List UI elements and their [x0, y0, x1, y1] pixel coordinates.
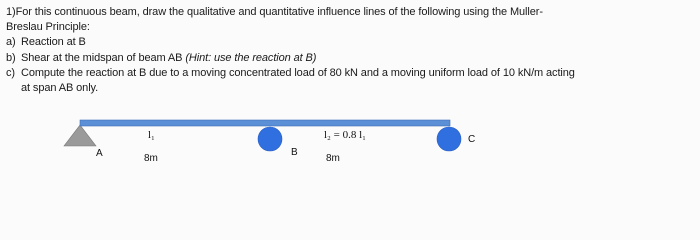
span1-dimension: 8m — [144, 153, 158, 164]
question-a — [6, 35, 696, 50]
beam-diagram — [0, 112, 700, 196]
question-c-text-continued: at span AB only. — [21, 82, 99, 95]
question-b — [6, 51, 696, 66]
question-c — [6, 66, 696, 96]
support-b-label: B — [291, 147, 298, 158]
question-a-text: Reaction at B — [21, 36, 86, 49]
span2-dimension: 8m — [326, 153, 340, 164]
beam — [80, 120, 450, 126]
question-a-label: a) — [6, 36, 16, 49]
question-c-text: Compute the reaction at B due to a moving concentrated load of 80 kN and a moving uniform load of 10 kN/m acting — [21, 66, 575, 79]
span1-length-label: l₁ — [148, 129, 155, 141]
question-c-label: c) — [6, 66, 15, 79]
roller-support-c — [437, 127, 461, 151]
pin-support-a — [64, 125, 96, 146]
problem-intro-line1: 1)For this continuous beam, draw the qualitative and quantitative influence lines of the following using the Muller- — [6, 6, 543, 18]
problem-intro-line2: Breslau Principle: — [6, 21, 90, 34]
question-b-text: Shear at the midspan of beam AB — [21, 51, 183, 64]
support-a-label: A — [96, 148, 103, 159]
roller-support-b — [258, 127, 282, 151]
span2-length-label: l₂ = 0.8 l₁ — [324, 129, 366, 141]
question-b-hint: (Hint: use the reaction at B) — [185, 51, 317, 64]
question-b-label: b) — [6, 51, 16, 64]
problem-statement — [6, 5, 696, 96]
beam-diagram-svg — [0, 112, 700, 196]
support-c-label: C — [468, 134, 476, 145]
